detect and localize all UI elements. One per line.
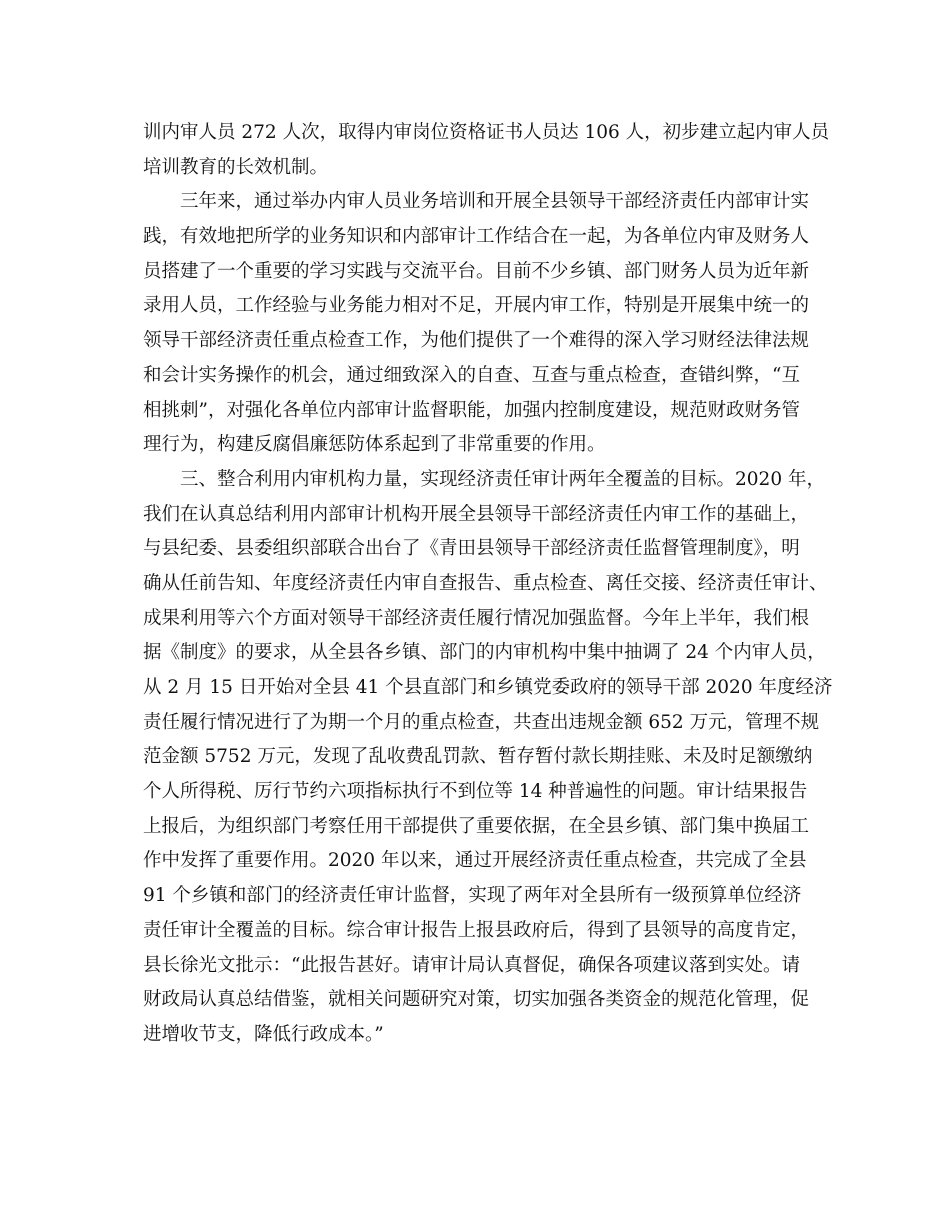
text-line: 相挑刺”，对强化各单位内部审计监督职能，加强内控制度建设，规范财政财务管 xyxy=(143,399,800,421)
text-line: 责任履行情况进行了为期一个月的重点检查，共查出违规金额 652 万元，管理不规 xyxy=(143,711,820,733)
text-line: 训内审人员 272 人次，取得内审岗位资格证书人员达 106 人，初步建立起内审人员 xyxy=(143,122,830,143)
text-line: 91 个乡镇和部门的经济责任审计监督，实现了两年对全县所有一级预算单位经济 xyxy=(143,885,802,907)
text-line: 成果利用等六个方面对领导干部经济责任履行情况加强监督。今年上半年，我们根 xyxy=(143,607,810,629)
text-line: 责任审计全覆盖的目标。综合审计报告上报县政府后，得到了县领导的高度肯定， xyxy=(143,919,810,941)
text-line: 范金额 5752 万元，发现了乱收费乱罚款、暂存暂付款长期挂账、未及时足额缴纳 xyxy=(143,746,813,768)
text-line: 理行为，构建反腐倡廉惩防体系起到了非常重要的作用。 xyxy=(143,434,606,456)
text-line: 三年来，通过举办内审人员业务培训和开展全县领导干部经济责任内部审计实 xyxy=(143,191,810,213)
text-line: 培训教育的长效机制。 xyxy=(143,156,329,178)
text-line: 据《制度》的要求，从全县各乡镇、部门的内审机构中集中抽调了 24 个内审人员， xyxy=(143,642,826,664)
text-line: 上报后，为组织部门考察任用干部提供了重要依据，在全县乡镇、部门集中换届工 xyxy=(143,815,810,837)
text-line: 我们在认真总结利用内部审计机构开展全县领导干部经济责任内审工作的基础上， xyxy=(143,503,810,525)
text-line: 与县纪委、县委组织部联合出台了《青田县领导干部经济责任监督管理制度》，明 xyxy=(143,538,800,560)
text-line: 践，有效地把所学的业务知识和内部审计工作结合在一起，为各单位内审及财务人 xyxy=(143,226,810,248)
text-line: 从 2 月 15 日开始对全县 41 个县直部门和乡镇党委政府的领导干部 2020 年度经济 xyxy=(143,677,833,698)
text-line: 领导干部经济责任重点检查工作，为他们提供了一个难得的深入学习财经法律法规 xyxy=(143,330,810,352)
text-line: 个人所得税、厉行节约六项指标执行不到位等 14 种普遍性的问题。审计结果报告 xyxy=(143,781,808,803)
text-line: 录用人员，工作经验与业务能力相对不足，开展内审工作，特别是开展集中统一的 xyxy=(143,295,810,317)
body-text xyxy=(143,116,833,1053)
text-line: 财政局认真总结借鉴，就相关问题研究对策，切实加强各类资金的规范化管理，促 xyxy=(143,989,810,1011)
text-line: 三、整合利用内审机构力量，实现经济责任审计两年全覆盖的目标。2020 年， xyxy=(143,468,825,490)
text-line: 县长徐光文批示：“此报告甚好。请审计局认真督促，确保各项建议落到实处。请 xyxy=(143,954,800,976)
text-line: 进增收节支，降低行政成本。” xyxy=(143,1023,384,1045)
text-line: 作中发挥了重要作用。2020 年以来，通过开展经济责任重点检查，共完成了全县 xyxy=(143,850,807,872)
text-line: 和会计实务操作的机会，通过细致深入的自查、互查与重点检查，查错纠弊，“互 xyxy=(143,364,800,386)
text-line: 确从任前告知、年度经济责任内审自查报告、重点检查、离任交接、经济责任审计、 xyxy=(143,572,828,594)
text-line: 员搭建了一个重要的学习实践与交流平台。目前不少乡镇、部门财务人员为近年新 xyxy=(143,260,810,282)
